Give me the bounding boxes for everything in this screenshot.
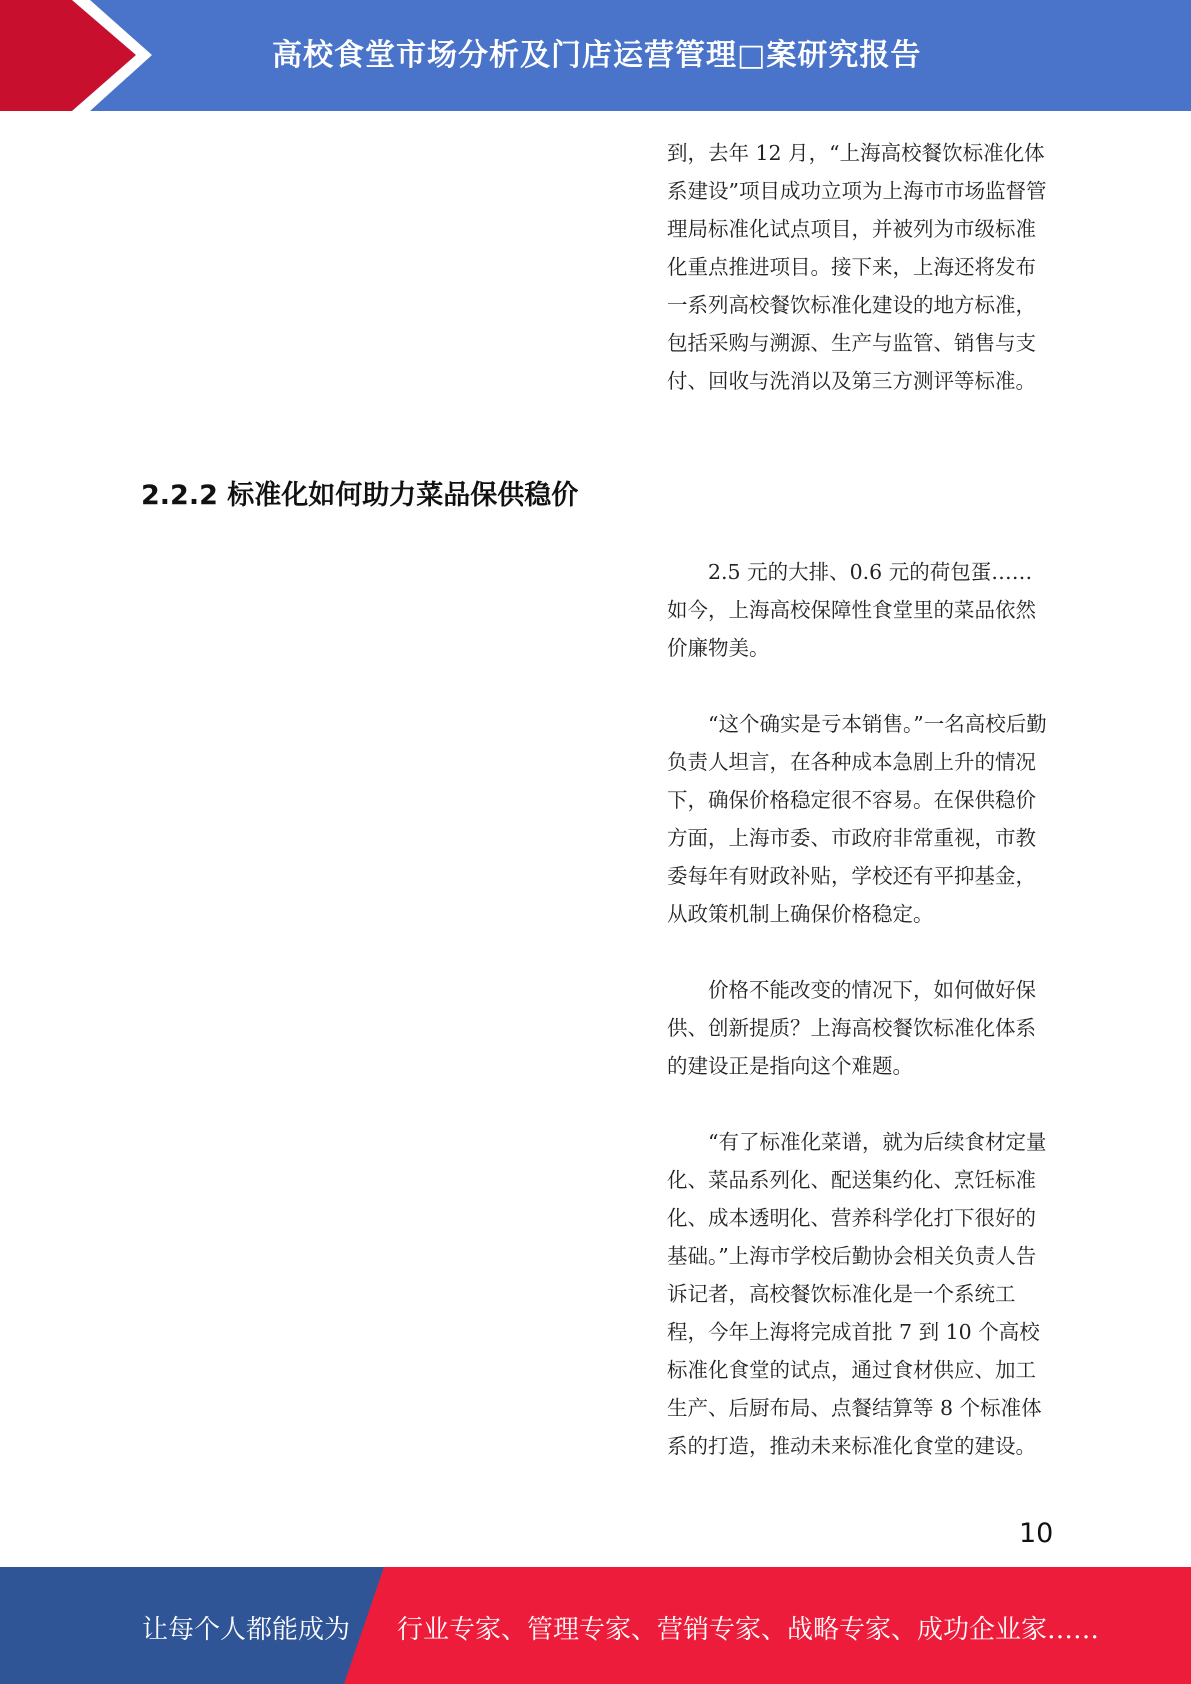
body-paragraph-4	[667, 1123, 1047, 1465]
paragraph: “这个确实是亏本销售。”一名高校后勤负责人坦言，在各种成本急剧上升的情况下，确保价格稳定很不容易。在保供稳价方面，上海市委、市政府非常重视，市教委每年有财政补贴，学校还有平抑基金，从政策机制上确保价格稳定。	[667, 712, 1047, 926]
page-header	[0, 0, 1191, 111]
body-text-block-1	[667, 134, 1047, 400]
paragraph-continuation: 到，去年 12 月，“上海高校餐饮标准化体系建设”项目成功立项为上海市市场监督管理局标准化试点项目，并被列为市级标准化重点推进项目。接下来，上海还将发布一系列高校餐饮标准化建设的地方标准，包括采购与溯源、生产与监管、销售与支付、回收与洗消以及第三方测评等标准。	[667, 141, 1047, 393]
footer-slogan-left: 让每个人都能成为	[142, 1615, 351, 1645]
paragraph: 价格不能改变的情况下，如何做好保供、创新提质？上海高校餐饮标准化体系的建设正是指向这个难题。	[667, 978, 1036, 1078]
page-number: 10	[1019, 1518, 1054, 1549]
section-heading: 2.2.2 标准化如何助力菜品保供稳价	[141, 480, 579, 511]
paragraph: “有了标准化菜谱，就为后续食材定量化、菜品系列化、配送集约化、烹饪标准化、成本透明化、营养科学化打下很好的基础。”上海市学校后勤协会相关负责人告诉记者，高校餐饮标准化是一个系统工程，今年上海将完成首批 7 到 10 个高校标准化食堂的试点，通过食材供应、加工生产、后厨布局、点餐结算等 8 个标准体系的打造，推动未来标准化食堂的建设。	[667, 1130, 1047, 1458]
paragraph: 2.5 元的大排、0.6 元的荷包蛋……如今，上海高校保障性食堂里的菜品依然价廉物美。	[667, 560, 1036, 660]
report-title: 高校食堂市场分析及门店运营管理□案研究报告	[272, 38, 922, 73]
header-red-arrow	[0, 0, 136, 111]
page-footer	[0, 1567, 1191, 1684]
body-paragraph-3	[667, 971, 1047, 1085]
body-paragraph-1	[667, 553, 1047, 667]
body-paragraph-2	[667, 705, 1047, 933]
footer-slogan-right: 行业专家、管理专家、营销专家、战略专家、成功企业家……	[397, 1615, 1100, 1645]
